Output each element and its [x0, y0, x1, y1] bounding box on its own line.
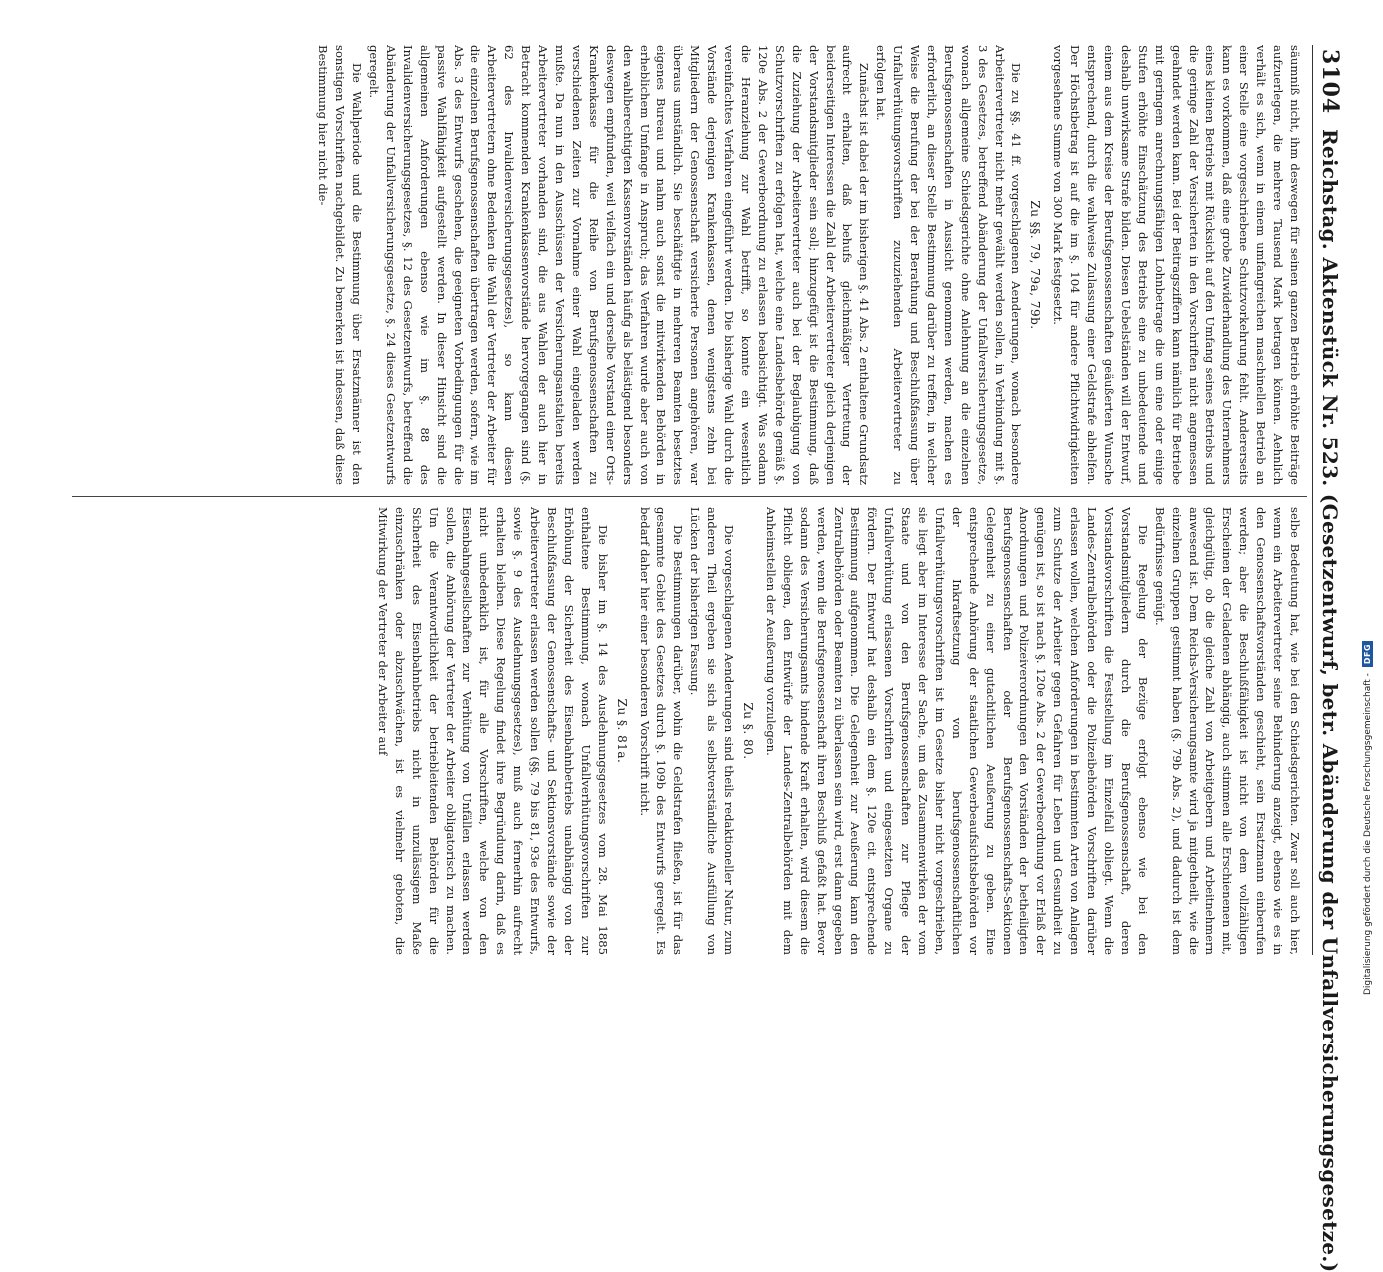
paragraph: Zunächst ist dabei der im bisherigen §. 41 Abs. 2 enthaltene Grundsatz aufrecht erhalten, daß behufs gleichmäßiger Vertretung der beiderseitigen Interessen die Zahl der Arbeitervertreter gleich derjenigen der Vorstandsmitglieder sein soll; hinzugefügt ist die Bestimmung, daß die Zuziehung der Arbeitervertreter auch bei der Beglaubigung von Schutzvorschriften zu erfolgen hat, welche eine Landesbehörde gemäß §. 120e Abs. 2 der Gewerbeordnung zu erlassen beabsichtigt. Was sodann die Heranziehung zur Wahl betrifft, so konnte ein wesentlich vereinfachtes Verfahren eingeführt werden. Die bisherige Wahl durch die Vorstände derjenigen Krankenkassen, denen wenigstens zehn bei Mitgliedern der Genossenschaft versicherte Personen angehören, war überaus umständlich. Sie beschäftigte in mehreren Beamten besetztes eigenes Bureau und nahm auch sonst die mitwirkenden Behörden in erheblichem Umfange in Anspruch; das Verfahren wurde aber auch von den wahlberechtigten Kassenvorständen häufig als belästigend besonders deswegen empfunden, weil vielfach ein und derselbe Vorstand einer Orts-Krankenkasse für die Reihe von Berufsgenossenschaften zu verschiedenen Zeiten zur Vornahme einer Wahl eingeladen werden mußte. Da nun in den Ausschüssen der Versicherungsanstalten bereits Arbeitervertreter vorhanden sind, die aus Wahlen der auch hier in Betracht kommenden Krankenkassenvorstände hervorgegangen sind (§. 62 des Invalidenversicherungsgesetzes), so kann diesen Arbeitervertretern ohne Bedenken die Wahl der Vertreter der Arbeiter für die einzelnen Berufsgenossenschaften übertragen werden, sofern, wie im Abs. 3 des Entwurfs geschehen, die geeigneten Vorbedingungen für die passive Wahlfähigkeit aufgestellt werden. In dieser Hinsicht sind die allgemeinen Anforderungen ebenso wie im §. 88 des Invalidenversicherungsgesetzes, §. 12 des Gesetzentwurfs, betreffend die Abänderung der Unfallversicherungsgesetze, §. 24 dieses Gesetzentwurfs geregelt.: [367, 45, 872, 485]
right-column: [73, 507, 1303, 955]
paragraph: Die Bestimmungen darüber, wohin die Geldstrafen fließen, ist für das gesammte Gebiet des Gesetzes durch §. 109b des Entwurfs geregelt. Es bedarf daher hier einer besonderen Vorschrift nicht.: [637, 507, 686, 955]
document-page: [64, 45, 1349, 1272]
section-heading: Zu §§. 79, 79a, 79b.: [1028, 200, 1043, 330]
paragraph: säumniß nicht, ihm deswegen für seinen ganzen Betrieb erhöhte Beiträge aufzuerlegen, die mehrere Tausend Mark betragen können. Aehnlich verhält es sich, wenn in einem umfangreichen maschinellen Betrieb an einer Stelle eine vorgeschriebene Schutzvorkehrung fehlt. Andererseits kann es vorkommen, daß eine grobe Zuwiderhandlung des Unternehmers eines kleinen Betriebs mit Rücksicht auf den Umfang seines Betriebs und die geringe Zahl der Versicherten in den Vorschriften nicht angemessen geahndet werden kann. Bei der Beitragsziffern kann nämlich für Betriebe mit geringem anrechnungsfähigen Lohnbetrage die um eine oder einige Stufen erhöhte Einschätzung des Betriebs eine zu unbedeutende und deshalb unwirksame Strafe bilden. Diesen Uebelständen will der Entwurf, einem aus dem Kreise der Berufsgenossenschaften geäußerten Wunsche entsprechend, durch die wahlweise Zulassung einer Geldstrafe abhelfen. Der Höchstbetrag ist auf die im §. 104 für andere Pflichtwidrigkeiten vorgesehene Summe von 300 Mark festgesetzt.: [1051, 45, 1302, 485]
left-column: [73, 45, 1303, 485]
paragraph: Die Regelung der Bezüge erfolgt ebenso wie bei den Vorstandsmitgliedern durch die Berufsgenossenschaft, deren Vorstandsvorschriften die Feststellung im Einzelfall obliegt. Wenn die Landes-Zentralbehörden oder die Polizeibehörden Vorschriften darüber erlassen wollen, welchen Anforderungen in bestimmten Arten von Anlagen zum Schutze der Arbeiter gegen Gefahren für Leben und Gesundheit zu genügen ist, so ist nach §. 120e Abs. 2 der Gewerbeordnung vor Erlaß der Anordnungen und Polizeiverordnungen den Vorständen der betheiligten Berufsgenossenschaften oder Berufsgenossenschafts-Sektionen Gelegenheit zu einer gutachtlichen Aeußerung zu geben. Eine entsprechende Anhörung der staatlichen Gewerbeaufsichtsbehörden vor der Inkraftsetzung von berufsgenossenschaftlichen Unfallverhütungsvorschriften ist im Gesetze bisher nicht vorgeschrieben, sie liegt aber im Interesse der Sache, um das Zusammenwirken der vom Staate und von den Berufsgenossenschaften zur Pflege der Unfallverhütung erlassenen Vorschriften und eingesetzten Organe zu fördern. Der Entwurf hat deshalb ein dem §. 120e cit. entsprechende Bestimmung aufgenommen. Die Gelegenheit zur Aeußerung kann den Zentralbehörden oder Beamten zu überlassen sein wird, erst dann gegeben werden, wenn die Berufsgenossenschaft ihren Beschluß gefaßt hat. Bevor sodann des Versicherungsamts bindende Kraft erhalten, wird diesem die Pflicht obliegen, den Entwürfe der Landes-Zentralbehörden mit dem Anheimstellen der Aeußerung vorzulegen.: [763, 507, 1150, 955]
paragraph: Die zu §§. 41 ff. vorgeschlagenen Aenderungen, wonach besondere Arbeitervertreter nicht mehr gewählt werden sollen, in Verbindung mit §. 3 des Gesetzes, betreffend Abänderung der Unfallversicherungsgesetze, wonach allgemeine Schiedsgerichte ohne Anlehnung an die einzelnen Berufsgenossenschaften in Aussicht genommen werden, machen es erforderlich, an dieser Stelle Bestimmung darüber zu treffen, in welcher Weise die Berufung der bei der Berathung und Beschlußfassung über Unfallverhütungsvorschriften zuzuziehenden Arbeitervertreter zu erfolgen hat.: [874, 45, 1024, 485]
paragraph: Die Wahlperiode und die Bestimmung über Ersatzmänner ist den sonstigen Vorschriften nachgebildet. Zu bemerken ist indessen, daß diese Bestimmung hier nicht die-: [316, 45, 365, 485]
digitization-note: Digitalisierung gefördert durch die Deutsche Forschungsgemeinschaft -: [1362, 673, 1373, 995]
section-heading: Zu §. 81a.: [614, 698, 629, 764]
paragraph: Die bisher im §. 14 des Ausdehnungsgesetzes vom 28. Mai 1885 enthaltene Bestimmung, wonach Unfallverhütungsvorschriften zur Erhöhung der Sicherheit des Eisenbahnbetriebs unabhängig von der Beschlußfassung der Genossenschafts- und Sektionsvorstände sowie der Arbeitervertreter erlassen werden sollen (§§. 79 bis 81, 93e des Entwurfs, sowie §. 9 des Ausdehnungsgesetzes), muß auch fernerhin aufrecht erhalten bleiben. Diese Regelung findet ihre Begründung darin, daß es nicht unbedenklich ist, für alle Vorschriften, welche von den Eisenbahngesellschaften zur Verhütung von Unfällen erlassen werden sollen, die Anhörung der Vertreter der Arbeiter obligatorisch zu machen. Um die Verantwortlichkeit der betriebleitenden Behörden für die Sicherheit des Eisenbahnbetriebs nicht in unzulässigem Maße einzuschränken oder abzuschwächen, ist es vielmehr geboten, die Mitwirkung der Vertreter der Arbeiter auf: [375, 507, 610, 955]
dfg-logo: DFG: [1362, 641, 1373, 667]
digitization-stamp: [1362, 641, 1373, 995]
column-divider: [72, 496, 1307, 497]
paragraph: selbe Bedeutung hat, wie bei den Schiedsgerichten. Zwar soll auch hier, wenn ein Arbeitervertreter seine Behinderung anzeigt, ebenso wie es in den Genossenschaftsvorständen geschieht, sein Ersatzmann einberufen werden; aber die Beschlußfähigkeit ist nicht von dem vollzähligen Erscheinen der Geladenen abhängig, auch stimmen alle Erschienenen mit, gleichgültig, ob die gleiche Zahl von Arbeitgebern und Arbeitnehmern anwesend ist. Dem Reichs-Versicherungsamte wird ja mitgetheilt, wie die einzelnen Gruppen gestimmt haben (§. 79b Abs. 2), und dadurch ist dem Bedürfnisse genügt.: [1152, 507, 1302, 955]
page-header: [1312, 45, 1349, 1272]
paragraph: Die vorgeschlagenen Aenderungen sind theils redaktioneller Natur, zum anderen Theil ergeben sie sich als selbstverständliche Ausfüllung von Lücken der bisherigen Fassung.: [688, 507, 737, 955]
page-number: 3104: [1317, 49, 1343, 115]
section-heading: Zu §. 80.: [741, 702, 755, 760]
running-title: Reichstag. Aktenstück Nr. 523. (Gesetzentwurf, betr. Abänderung der Unfallversicherungsgesetze.): [1318, 129, 1342, 1272]
